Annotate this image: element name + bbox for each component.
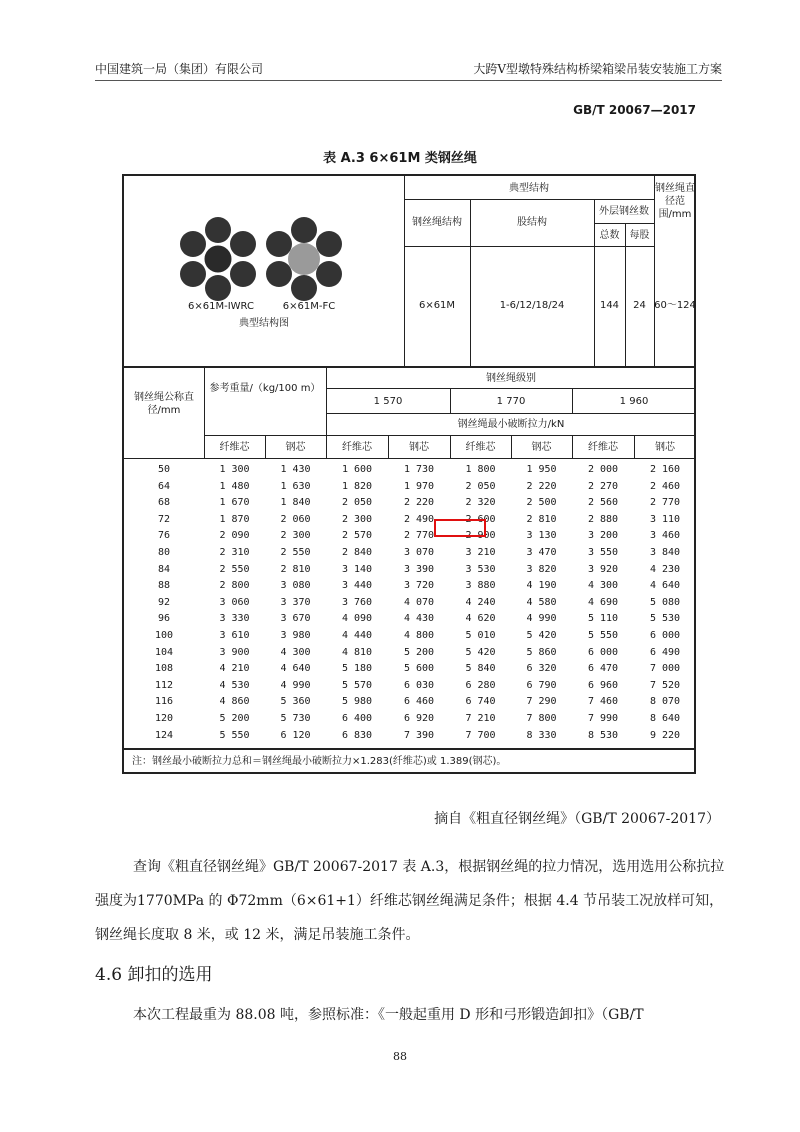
row-value: 4 240 [465, 596, 496, 608]
row-diameter: 80 [157, 547, 171, 558]
row-value: 2 800 [219, 580, 250, 592]
row-diameter: 116 [154, 696, 174, 708]
image-caption: 典型结构图 [239, 318, 289, 329]
row-value: 6 960 [587, 679, 619, 691]
row-value: 3 440 [341, 580, 373, 592]
row-value: 3 460 [649, 530, 681, 542]
row-value: 1 480 [219, 480, 250, 492]
row-value: 4 860 [219, 696, 250, 708]
row-value: 5 200 [403, 646, 435, 658]
row-value: 2 270 [587, 480, 619, 492]
row-value: 7 390 [403, 729, 435, 741]
row-value: 3 820 [526, 563, 557, 575]
col-steel-weight: 钢芯 [285, 442, 306, 453]
row-value: 2 090 [219, 530, 250, 542]
row-value: 1 950 [526, 464, 557, 475]
row-value: 7 990 [587, 713, 619, 724]
row-value: 2 310 [219, 547, 250, 558]
row-diameter: 84 [157, 563, 171, 575]
row-value: 4 300 [587, 580, 619, 592]
row-value: 5 570 [341, 679, 373, 691]
row-value: 4 640 [649, 580, 681, 592]
row-value: 2 500 [526, 497, 557, 509]
row-value: 4 440 [341, 630, 373, 641]
row-value: 1 800 [465, 464, 496, 475]
row-value: 2 550 [280, 547, 311, 558]
row-value: 6 000 [587, 646, 619, 658]
row-value: 6 030 [403, 679, 435, 691]
row-value: 2 000 [587, 464, 619, 475]
row-value: 5 010 [465, 630, 496, 641]
row-value: 5 860 [526, 646, 557, 658]
row-value: 3 980 [280, 630, 311, 641]
col-fiber-weight: 纤维芯 [219, 442, 250, 453]
header-title: 大跨V型墩特殊结构桥梁箱梁吊装安装施工方案 [473, 62, 722, 76]
section-heading: 4.6 卸扣的选用 [95, 965, 213, 985]
row-value: 2 880 [587, 513, 619, 525]
rope-table [122, 174, 696, 774]
row-value: 9 220 [649, 729, 681, 741]
row-value: 5 600 [403, 663, 435, 675]
dia-range-head: 钢丝绳直径范围/mm [655, 183, 695, 220]
row-value: 3 720 [403, 580, 435, 592]
row-value: 4 990 [526, 613, 557, 625]
row-diameter: 112 [154, 679, 174, 691]
row-value: 2 220 [526, 480, 557, 492]
row-value: 2 770 [649, 497, 681, 509]
row-diameter: 100 [154, 630, 174, 641]
row-value: 2 840 [341, 547, 373, 558]
row-value: 4 620 [465, 613, 496, 625]
row-value: 5 840 [465, 663, 496, 675]
row-value: 4 210 [219, 663, 250, 675]
row-value: 4 430 [403, 613, 435, 625]
row-value: 6 470 [587, 663, 619, 675]
col-steel-1960: 钢芯 [655, 442, 675, 453]
col-fiber-1960: 纤维芯 [588, 442, 618, 453]
col-steel-1770: 钢芯 [531, 442, 552, 453]
row-value: 3 390 [403, 563, 435, 575]
row-value: 4 090 [341, 613, 373, 625]
rope-cross-section-image [176, 214, 346, 304]
row-value: 4 690 [587, 596, 619, 608]
row-value: 5 550 [587, 630, 619, 641]
row-value: 7 460 [587, 696, 619, 708]
row-value: 1 600 [341, 464, 373, 475]
row-value: 4 810 [341, 646, 373, 658]
highlight-box [434, 519, 486, 537]
row-value: 2 060 [280, 513, 311, 525]
label-fc: 6×61M-FC [282, 301, 336, 312]
row-value: 3 670 [280, 613, 311, 625]
row-value: 3 200 [587, 530, 619, 542]
row-value: 3 550 [587, 547, 619, 558]
row-value: 2 050 [465, 480, 496, 492]
row-value: 1 840 [280, 497, 311, 509]
row-value: 1 870 [219, 513, 250, 525]
row-value: 2 810 [526, 513, 557, 525]
col-steel-1570: 钢芯 [409, 442, 429, 453]
row-value: 2 460 [649, 480, 681, 492]
paragraph-2: 本次工程最重为 88.08 吨，参照标准：《一般起重用 D 形和弓形锻造卸扣》（GB/T [133, 1007, 644, 1023]
row-diameter: 108 [154, 663, 174, 675]
row-diameter: 64 [157, 480, 171, 492]
standard-code: GB/T 20067—2017 [573, 103, 696, 117]
row-value: 6 460 [403, 696, 435, 708]
row-value: 5 360 [280, 696, 311, 708]
row-value: 2 810 [280, 563, 311, 575]
row-value: 7 210 [465, 713, 496, 724]
row-value: 6 120 [280, 729, 311, 741]
row-value: 1 630 [280, 480, 311, 492]
page-number: 88 [393, 1050, 407, 1063]
row-value: 6 490 [649, 646, 681, 658]
strand-structure-value: 1-6/12/18/24 [499, 300, 565, 311]
row-value: 1 430 [280, 464, 311, 475]
row-value: 2 600 [465, 513, 496, 525]
row-value: 6 740 [465, 696, 496, 708]
grade-1770: 1 770 [496, 396, 526, 407]
row-value: 2 560 [587, 497, 619, 509]
row-value: 2 550 [219, 563, 250, 575]
row-value: 3 130 [526, 530, 557, 542]
row-value: 3 060 [219, 596, 250, 608]
per-strand-head: 每股 [629, 230, 650, 241]
row-value: 5 110 [587, 613, 619, 625]
row-value: 3 070 [403, 547, 435, 558]
row-diameter: 120 [154, 713, 174, 724]
dia-range-value: 60～124 [654, 300, 696, 311]
row-value: 4 190 [526, 580, 557, 592]
row-value: 3 900 [219, 646, 250, 658]
row-diameter: 68 [157, 497, 171, 509]
min-break-head: 钢丝绳最小破断拉力/kN [457, 419, 565, 430]
row-value: 5 530 [649, 613, 681, 625]
row-value: 4 800 [403, 630, 435, 641]
row-value: 3 880 [465, 580, 496, 592]
row-value: 4 640 [280, 663, 311, 675]
row-value: 7 800 [526, 713, 557, 724]
header-rule [95, 80, 722, 81]
row-value: 2 900 [465, 530, 496, 542]
row-value: 5 080 [649, 596, 681, 608]
row-value: 3 920 [587, 563, 619, 575]
row-value: 5 550 [219, 729, 250, 741]
total-value: 144 [599, 300, 620, 311]
row-value: 2 570 [341, 530, 373, 542]
header-company: 中国建筑一局（集团）有限公司 [95, 62, 264, 76]
total-head: 总数 [599, 230, 620, 241]
row-value: 4 990 [280, 679, 311, 691]
label-iwrc: 6×61M-IWRC [188, 301, 254, 312]
row-value: 4 580 [526, 596, 557, 608]
row-value: 1 730 [403, 464, 435, 475]
row-value: 5 730 [280, 713, 311, 724]
row-value: 2 050 [341, 497, 373, 509]
typical-structure: 典型结构 [509, 183, 549, 194]
row-diameter: 92 [157, 596, 171, 608]
row-value: 3 840 [649, 547, 681, 558]
fc-rope-illustration [266, 217, 342, 301]
row-value: 5 180 [341, 663, 373, 675]
row-value: 6 790 [526, 679, 557, 691]
row-value: 3 370 [280, 596, 311, 608]
rope-structure-head: 钢丝绳结构 [412, 217, 462, 228]
row-value: 6 830 [341, 729, 373, 741]
table-caption: 表 A.3 6×61M 类钢丝绳 [323, 151, 477, 166]
row-value: 2 160 [649, 464, 681, 475]
row-diameter: 88 [157, 580, 171, 592]
row-value: 8 640 [649, 713, 681, 724]
paragraph-1: 查询《粗直径钢丝绳》GB/T 20067-2017 表 A.3，根据钢丝绳的拉力情况，选用选用公称抗拉强度为1770MPa 的 Φ72mm（6×61+1）纤维芯钢丝绳满足条件；根据 4.4 节吊装工况放样可知，钢丝绳长度取 8 米，或 12 米，满足吊装施工条件。 [95, 859, 725, 943]
row-value: 2 300 [280, 530, 311, 542]
row-value: 4 530 [219, 679, 250, 691]
grade-head: 钢丝绳级别 [486, 373, 536, 384]
row-value: 1 300 [219, 464, 250, 475]
row-value: 7 520 [649, 679, 681, 691]
row-value: 2 490 [403, 513, 435, 525]
row-diameter: 104 [154, 646, 174, 658]
row-value: 2 300 [341, 513, 373, 525]
table-note: 注：钢丝最小破断拉力总和＝钢丝绳最小破断拉力×1.283(纤维芯)或 1.389(钢芯)。 [132, 756, 507, 767]
row-value: 5 200 [219, 713, 250, 724]
row-diameter: 124 [154, 729, 174, 741]
row-value: 3 210 [465, 547, 496, 558]
row-value: 7 700 [465, 729, 496, 741]
row-value: 6 400 [341, 713, 373, 724]
row-value: 7 000 [649, 663, 681, 675]
source-citation: 摘自《粗直径钢丝绳》（GB/T 20067-2017） [434, 811, 720, 827]
row-value: 3 330 [219, 613, 250, 625]
per-strand-value: 24 [633, 300, 646, 311]
row-value: 3 610 [219, 630, 250, 641]
row-value: 3 140 [341, 563, 373, 575]
row-value: 6 920 [403, 713, 435, 724]
row-value: 1 970 [403, 480, 435, 492]
row-value: 8 330 [526, 729, 557, 741]
col-fiber-1570: 纤维芯 [342, 442, 372, 453]
row-value: 6 320 [526, 663, 557, 675]
iwrc-rope-illustration [180, 217, 256, 301]
row-diameter: 96 [157, 613, 171, 625]
grade-1570: 1 570 [373, 396, 403, 407]
nominal-dia-head: 钢丝绳公称直径/mm [134, 392, 194, 416]
row-diameter: 50 [157, 464, 171, 475]
grade-1960: 1 960 [619, 396, 649, 407]
row-value: 3 530 [465, 563, 496, 575]
row-value: 5 420 [465, 646, 496, 658]
row-value: 7 290 [526, 696, 557, 708]
row-value: 4 230 [649, 563, 681, 575]
row-value: 4 300 [280, 646, 311, 658]
row-value: 4 070 [403, 596, 435, 608]
row-value: 2 320 [465, 497, 496, 509]
row-value: 5 980 [341, 696, 373, 708]
row-value: 8 530 [587, 729, 619, 741]
row-value: 2 770 [403, 530, 435, 542]
row-value: 6 280 [465, 679, 496, 691]
row-value: 1 820 [341, 480, 373, 492]
row-value: 3 080 [280, 580, 311, 592]
strand-structure-head: 股结构 [517, 217, 547, 228]
row-value: 5 420 [526, 630, 557, 641]
row-value: 3 470 [526, 547, 557, 558]
row-diameter: 72 [157, 513, 171, 525]
row-value: 1 670 [219, 497, 250, 509]
row-value: 8 070 [649, 696, 681, 708]
col-fiber-1770: 纤维芯 [465, 442, 496, 453]
row-value: 6 000 [649, 630, 681, 641]
rope-structure-value: 6×61M [418, 300, 456, 311]
ref-weight-head: 参考重量/（kg/100 m） [209, 383, 321, 394]
row-diameter: 76 [157, 530, 171, 542]
row-value: 2 220 [403, 497, 435, 509]
outer-wires-head: 外层钢丝数 [599, 206, 649, 217]
row-value: 3 110 [649, 513, 681, 525]
row-value: 3 760 [341, 596, 373, 608]
